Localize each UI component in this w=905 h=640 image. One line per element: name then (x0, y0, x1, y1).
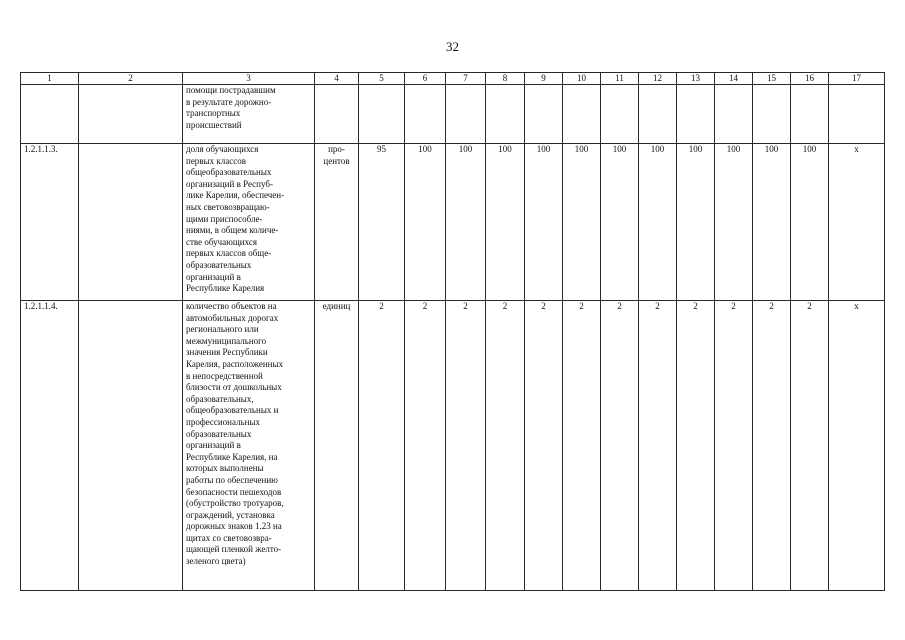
cell-value: 2 (715, 301, 753, 591)
cell-empty (486, 85, 525, 144)
page-number: 32 (446, 39, 459, 54)
cell-value: 100 (791, 144, 829, 301)
column-header: 1 (21, 73, 79, 85)
column-header: 12 (639, 73, 677, 85)
column-header: 8 (486, 73, 525, 85)
cell-unit: про- центов (315, 144, 359, 301)
cell-indicator: помощи пострадавшим в результате дорожно- транспортных происшествий (183, 85, 315, 144)
table-row (21, 301, 885, 591)
cell-value: 2 (639, 301, 677, 591)
cell-value: 2 (359, 301, 405, 591)
cell-empty (753, 85, 791, 144)
column-header: 3 (183, 73, 315, 85)
cell-last: x (829, 301, 885, 591)
cell-indicator: количество объектов на автомобильных дорогах регионального или межмуниципального значения Республики Карелия, расположенных в непосредственной близости от дошкольных образовательных, общеобразовательных и профессиональных образовательных организаций в Республике Карелия, на которых выполнены работы по обеспечению безопасности пешеходов (обустройство тротуаров, ограждений, установка дорожных знаков 1.23 на щитах со световозвра- щающей пленкой желто- зеленого цвета) (183, 301, 315, 591)
cell-empty (829, 85, 885, 144)
cell-indicator: доля обучающихся первых классов общеобразовательных организаций в Респуб- лике Карелия, обеспечен- ных световозвращаю- щими приспособле- ниями, в общем количе- стве обучающихся первых классов обще- образовательных организаций в Республике Карелия (183, 144, 315, 301)
cell-empty (359, 85, 405, 144)
column-header: 17 (829, 73, 885, 85)
cell-value: 100 (753, 144, 791, 301)
indicators-table (20, 72, 885, 591)
cell-value: 2 (525, 301, 563, 591)
cell-value: 2 (446, 301, 486, 591)
cell-empty (405, 85, 446, 144)
cell-value: 100 (525, 144, 563, 301)
cell-value: 100 (405, 144, 446, 301)
cell-col2 (79, 301, 183, 591)
cell-value: 100 (446, 144, 486, 301)
column-header: 16 (791, 73, 829, 85)
column-header: 4 (315, 73, 359, 85)
column-header: 14 (715, 73, 753, 85)
cell-value: 2 (601, 301, 639, 591)
column-header: 6 (405, 73, 446, 85)
cell-empty (791, 85, 829, 144)
column-header: 10 (563, 73, 601, 85)
cell-empty (446, 85, 486, 144)
table-row-continuation (21, 85, 885, 144)
cell-code: 1.2.1.1.4. (21, 301, 79, 591)
column-header: 7 (446, 73, 486, 85)
cell-empty (563, 85, 601, 144)
cell-value: 2 (486, 301, 525, 591)
column-header: 9 (525, 73, 563, 85)
cell-empty (715, 85, 753, 144)
cell-code (21, 85, 79, 144)
column-header: 2 (79, 73, 183, 85)
cell-value: 2 (753, 301, 791, 591)
cell-unit: единиц (315, 301, 359, 591)
cell-value: 2 (791, 301, 829, 591)
cell-empty (525, 85, 563, 144)
cell-last: x (829, 144, 885, 301)
cell-value: 100 (639, 144, 677, 301)
cell-value: 100 (563, 144, 601, 301)
column-header: 5 (359, 73, 405, 85)
cell-value: 100 (715, 144, 753, 301)
column-header: 11 (601, 73, 639, 85)
cell-value: 2 (563, 301, 601, 591)
cell-value: 2 (677, 301, 715, 591)
table-row (21, 144, 885, 301)
cell-value: 100 (677, 144, 715, 301)
cell-empty (677, 85, 715, 144)
cell-value: 100 (486, 144, 525, 301)
cell-empty (315, 85, 359, 144)
cell-col2 (79, 85, 183, 144)
column-header: 13 (677, 73, 715, 85)
cell-empty (639, 85, 677, 144)
cell-code: 1.2.1.1.3. (21, 144, 79, 301)
cell-value: 2 (405, 301, 446, 591)
cell-col2 (79, 144, 183, 301)
cell-value: 95 (359, 144, 405, 301)
header-row (21, 73, 885, 85)
cell-value: 100 (601, 144, 639, 301)
cell-empty (601, 85, 639, 144)
column-header: 15 (753, 73, 791, 85)
